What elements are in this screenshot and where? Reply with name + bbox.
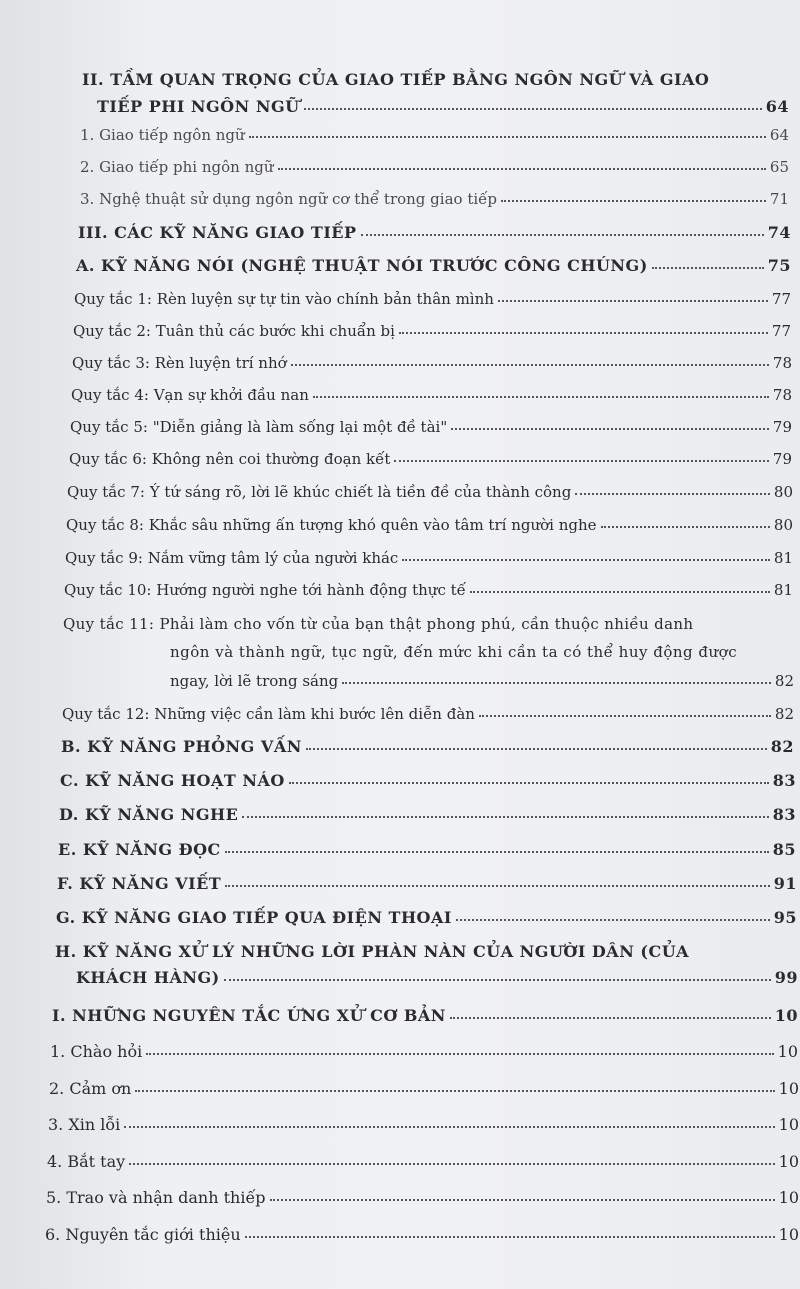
toc-entry-text: B. KỸ NĂNG PHỎNG VẤN	[61, 737, 302, 756]
dot-leader	[249, 135, 766, 138]
dot-leader	[399, 331, 768, 334]
toc-page-number: 10	[778, 1079, 799, 1098]
dot-leader	[225, 884, 770, 887]
dot-leader	[304, 107, 762, 110]
dot-leader	[402, 558, 770, 561]
dot-leader	[601, 525, 770, 528]
toc-entry-text: 3. Xin lỗi	[48, 1115, 121, 1134]
dot-leader	[224, 978, 771, 981]
toc-entry-text: ngay, lời lẽ trong sáng	[170, 672, 339, 690]
dot-leader	[289, 781, 769, 784]
toc-entry-text: Quy tắc 2: Tuân thủ các bước khi chuẩn bị	[73, 322, 395, 340]
dot-leader	[479, 714, 771, 717]
toc-entry-text: I. NHỮNG NGUYÊN TẮC ỨNG XỬ CƠ BẢN	[52, 1006, 446, 1025]
toc-page-number: 81	[773, 549, 793, 567]
toc-entry-text: Quy tắc 1: Rèn luyện sự tự tin vào chính bản thân mình	[74, 290, 494, 308]
toc-page-number: 85	[772, 840, 796, 859]
toc-entry-text: E. KỸ NĂNG ĐỌC	[58, 840, 221, 859]
toc-entry-text: Quy tắc 9: Nắm vững tâm lý của người khác	[65, 549, 399, 567]
toc-entry-text: Quy tắc 12: Những việc cần làm khi bước lên diễn đàn	[62, 705, 475, 723]
toc-entry-text: F. KỸ NĂNG VIẾT	[57, 874, 222, 893]
toc-page-number: 10	[774, 1006, 798, 1025]
toc-entry-text: 2. Giao tiếp phi ngôn ngữ	[80, 158, 274, 176]
toc-entry-text: C. KỸ NĂNG HOẠT NÁO	[60, 771, 285, 790]
toc-page-number: 78	[772, 354, 792, 372]
toc-entry-text: Quy tắc 3: Rèn luyện trí nhớ	[72, 354, 287, 372]
dot-leader	[270, 1198, 775, 1201]
toc-page-number: 77	[771, 290, 791, 308]
toc-entry-text: 1. Giao tiếp ngôn ngữ	[80, 126, 245, 144]
toc-page-number: 80	[773, 483, 793, 501]
dot-leader	[146, 1052, 773, 1055]
toc-entry-text: 6. Nguyên tắc giới thiệu	[45, 1225, 241, 1244]
toc-entry-text: TIẾP PHI NGÔN NGỮ	[97, 97, 300, 116]
toc-entry-text: 2. Cảm ơn	[49, 1079, 132, 1098]
toc-page-number: 10	[777, 1042, 798, 1061]
dot-leader	[451, 427, 769, 430]
toc-page-number: 65	[769, 158, 789, 176]
toc-page-number: 74	[767, 223, 791, 242]
dot-leader	[242, 815, 768, 818]
toc-page-number: 64	[769, 126, 789, 144]
toc-entry-text: Quy tắc 7: Ý tứ sáng rõ, lời lẽ khúc chiết là tiền đề của thành công	[67, 483, 572, 501]
toc-entry-text: Quy tắc 8: Khắc sâu những ấn tượng khó quên vào tâm trí người nghe	[66, 516, 597, 534]
toc-entry-text: A. KỸ NĂNG NÓI (NGHỆ THUẬT NÓI TRƯỚC CÔNG CHÚNG)	[76, 256, 648, 275]
toc-page-number: 75	[767, 256, 791, 275]
toc-entry-text-line1: H. KỸ NĂNG XỬ LÝ NHỮNG LỜI PHÀN NÀN CỦA NGƯỜI DÂN (CỦA	[55, 942, 690, 961]
toc-entry-text: 5. Trao và nhận danh thiếp	[46, 1188, 266, 1207]
dot-leader	[394, 459, 769, 462]
toc-page-number: 78	[772, 386, 792, 404]
toc-page-number: 10	[778, 1115, 799, 1134]
dot-leader	[652, 266, 764, 269]
toc-entry-text: G. KỸ NĂNG GIAO TIẾP QUA ĐIỆN THOẠI	[56, 908, 452, 927]
toc-page-number: 80	[773, 516, 793, 534]
toc-entry-text: 1. Chào hỏi	[50, 1042, 143, 1061]
dot-leader	[456, 918, 770, 921]
toc-page-number: 10	[778, 1188, 799, 1207]
toc-entry-text-line1: Quy tắc 11: Phải làm cho vốn từ của bạn thật phong phú, cần thuộc nhiều danh	[63, 615, 694, 633]
toc-page-number: 64	[765, 97, 789, 116]
toc-entry-text: Quy tắc 6: Không nên coi thường đoạn kết	[69, 450, 391, 468]
toc-page-number: 10	[778, 1225, 799, 1244]
toc-entry-text: 4. Bắt tay	[47, 1152, 126, 1171]
dot-leader	[245, 1235, 775, 1238]
dot-leader	[498, 299, 768, 302]
dot-leader	[342, 681, 771, 684]
toc-page-number: 99	[774, 968, 798, 987]
toc-page-number: 83	[772, 771, 796, 790]
dot-leader	[124, 1125, 774, 1128]
dot-leader	[135, 1089, 774, 1092]
toc-page-number: 91	[773, 874, 797, 893]
toc-page-number: 81	[773, 581, 793, 599]
toc-page-number: 77	[771, 322, 791, 340]
toc-entry-text-line2: ngôn và thành ngữ, tục ngữ, đến mức khi cần ta có thể huy động được	[170, 643, 738, 661]
toc-entry-text-line1: II. TẦM QUAN TRỌNG CỦA GIAO TIẾP BẰNG NGÔN NGỮ VÀ GIAO	[82, 70, 710, 89]
toc-entry-text: III. CÁC KỸ NĂNG GIAO TIẾP	[78, 223, 357, 242]
toc-page-number: 82	[774, 672, 794, 690]
toc-page-number: 82	[770, 737, 794, 756]
toc-entry-text: D. KỸ NĂNG NGHE	[59, 805, 239, 824]
toc-entry-text: Quy tắc 10: Hướng người nghe tới hành động thực tế	[64, 581, 466, 599]
toc-page-number: 79	[772, 450, 792, 468]
toc-page-number: 95	[773, 908, 797, 927]
toc-entry-text: Quy tắc 5: "Diễn giảng là làm sống lại một đề tài"	[70, 418, 448, 436]
dot-leader	[291, 363, 769, 366]
dot-leader	[313, 395, 769, 398]
dot-leader	[575, 492, 770, 495]
dot-leader	[361, 233, 764, 236]
toc-page-number: 10	[778, 1152, 799, 1171]
dot-leader	[129, 1162, 774, 1165]
toc-entry-text: KHÁCH HÀNG)	[76, 968, 220, 987]
dot-leader	[470, 590, 770, 593]
dot-leader	[225, 850, 769, 853]
dot-leader	[450, 1016, 771, 1019]
dot-leader	[501, 199, 766, 202]
dot-leader	[306, 747, 767, 750]
toc-page-number: 71	[769, 190, 789, 208]
toc-page-number: 83	[772, 805, 796, 824]
toc-page-number: 79	[772, 418, 792, 436]
toc-entry-text: 3. Nghệ thuật sử dụng ngôn ngữ cơ thể trong giao tiếp	[80, 190, 497, 208]
toc-entry-text: Quy tắc 4: Vạn sự khởi đầu nan	[71, 386, 309, 404]
toc-page-number: 82	[774, 705, 794, 723]
dot-leader	[278, 167, 766, 170]
